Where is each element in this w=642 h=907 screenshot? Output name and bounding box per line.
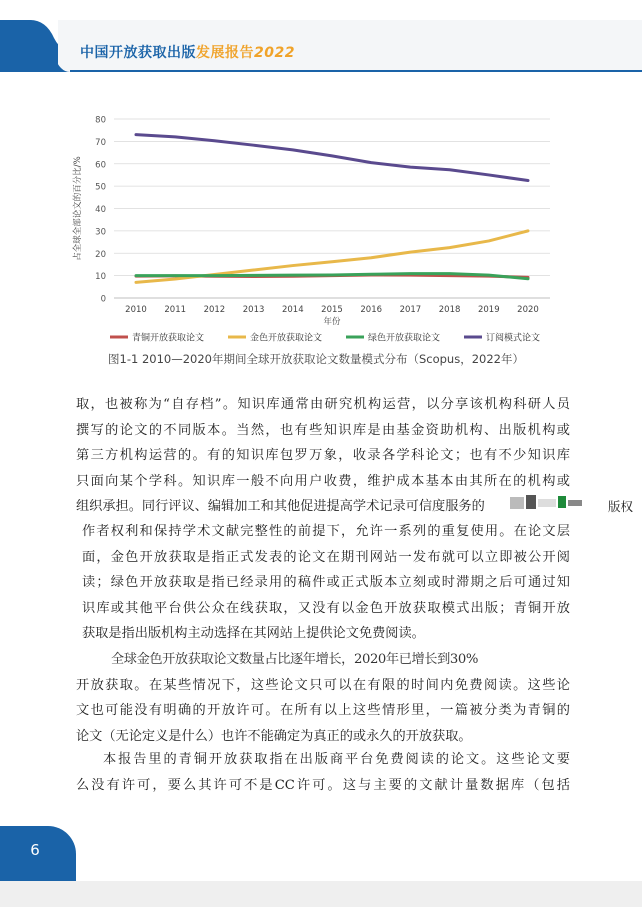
text-line: 面，金色开放获取是指正式发表的论文在期刊网站一发布就可以立即被公开阅: [82, 549, 570, 565]
text-line: 本报告里的青铜开放获取指在出版商平台免费阅读的论文。这些论文要: [103, 752, 570, 767]
running-header: [80, 42, 295, 62]
x-tick-label: 2019: [477, 305, 500, 315]
figure-caption: 图1-1 2010—2020年期间全球开放获取论文数量模式分布（Scopus，2022年）: [108, 352, 524, 366]
text-line: 识库或其他平台供公众在线获取，又没有以金色开放获取模式出版；青铜开放: [82, 600, 570, 616]
paragraph-4: [76, 747, 570, 798]
page-number: 6: [30, 841, 40, 859]
text-line: 第三方机构运营的。有的知识库包罗万象，收录各学科论文；也有不少知识库: [76, 448, 570, 464]
x-tick-label: 2012: [203, 305, 226, 315]
paragraph-2: [82, 519, 570, 647]
x-tick-label: 2020: [517, 305, 539, 315]
x-tick-label: 2017: [399, 305, 422, 315]
y-tick-label: 50: [95, 182, 106, 193]
scan-artifact: [510, 493, 620, 515]
text-line: 么没有许可，要么其许可不是CC许可。这与主要的文献计量数据库（包括: [76, 777, 570, 793]
x-tick-label: 2010: [125, 305, 147, 315]
y-tick-label: 80: [95, 115, 106, 126]
paragraph-1: [76, 392, 570, 520]
y-tick-label: 20: [95, 249, 106, 260]
x-tick-label: 2016: [360, 305, 383, 315]
x-tick-label: 2013: [242, 305, 265, 315]
text-line-garbled: 全球金色开放获取论文数量占比逐年增长，2020年已增长到30%: [111, 652, 478, 667]
legend-label: 订阅模式论文: [486, 333, 541, 344]
text-line: 读；绿色开放获取是指已经录用的稿件或正式版本立刻或时滞期之后可通过知: [82, 575, 570, 591]
x-tick-label: 2014: [281, 305, 304, 315]
oa-distribution-line-chart: [70, 105, 570, 355]
text-line: 取，也被称为“自存档”。知识库通常由研究机构运营，以分享该机构科研人员: [76, 397, 570, 412]
y-axis-label: 占全球全部论文的百分比/%: [73, 156, 83, 261]
text-line: 只面向某个学科。知识库一般不向用户收费，维护成本基本由其所在的机构或: [76, 473, 570, 489]
legend-label: 金色开放获取论文: [250, 333, 323, 344]
x-axis-label: 年份: [323, 317, 341, 327]
header-title-main: 中国开放获取出版: [80, 45, 196, 61]
text-line: 获取是指出版机构主动选择在其网站上提供论文免费阅读。: [82, 626, 425, 642]
header-title-year: 2022: [254, 45, 295, 61]
header-title-accent: 发展报告: [196, 45, 254, 61]
text-line: 撰写的论文的不同版本。当然，也有些知识库是由基金资助机构、出版机构或: [76, 422, 570, 438]
legend-label: 绿色开放获取论文: [368, 333, 441, 344]
text-line: 开放获取。在某些情况下，这些论文只可以在有限的时间内免费阅读。这些论: [76, 677, 570, 693]
y-tick-label: 40: [95, 205, 106, 215]
y-tick-label: 70: [95, 137, 106, 148]
y-tick-label: 30: [95, 227, 106, 238]
text-line: 论文（无论定义是什么）也许不能确定为真正的或永久的开放获取。: [76, 728, 472, 744]
x-tick-label: 2015: [321, 305, 343, 315]
y-tick-label: 10: [95, 272, 106, 283]
paragraph-3: [76, 647, 570, 749]
x-tick-label: 2018: [438, 305, 461, 315]
y-tick-label: 0: [100, 294, 106, 305]
text-line: 组织承担。同行评议、编辑加工和其他促进提高学术记录可信度服务的: [76, 499, 485, 515]
x-tick-label: 2011: [164, 305, 187, 315]
text-line: 作者权利和保持学术文献完整性的前提下，允许一系列的重复使用。在论文层: [82, 524, 570, 539]
text-line: 文也可能没有明确的开放许可。在所有以上这些情形里，一篇被分类为青铜的: [76, 703, 570, 719]
y-tick-label: 60: [95, 160, 106, 171]
footer-band: [0, 881, 642, 907]
legend-label: 青铜开放获取论文: [132, 333, 205, 344]
paragraph-1-tail: 版权: [608, 499, 634, 514]
